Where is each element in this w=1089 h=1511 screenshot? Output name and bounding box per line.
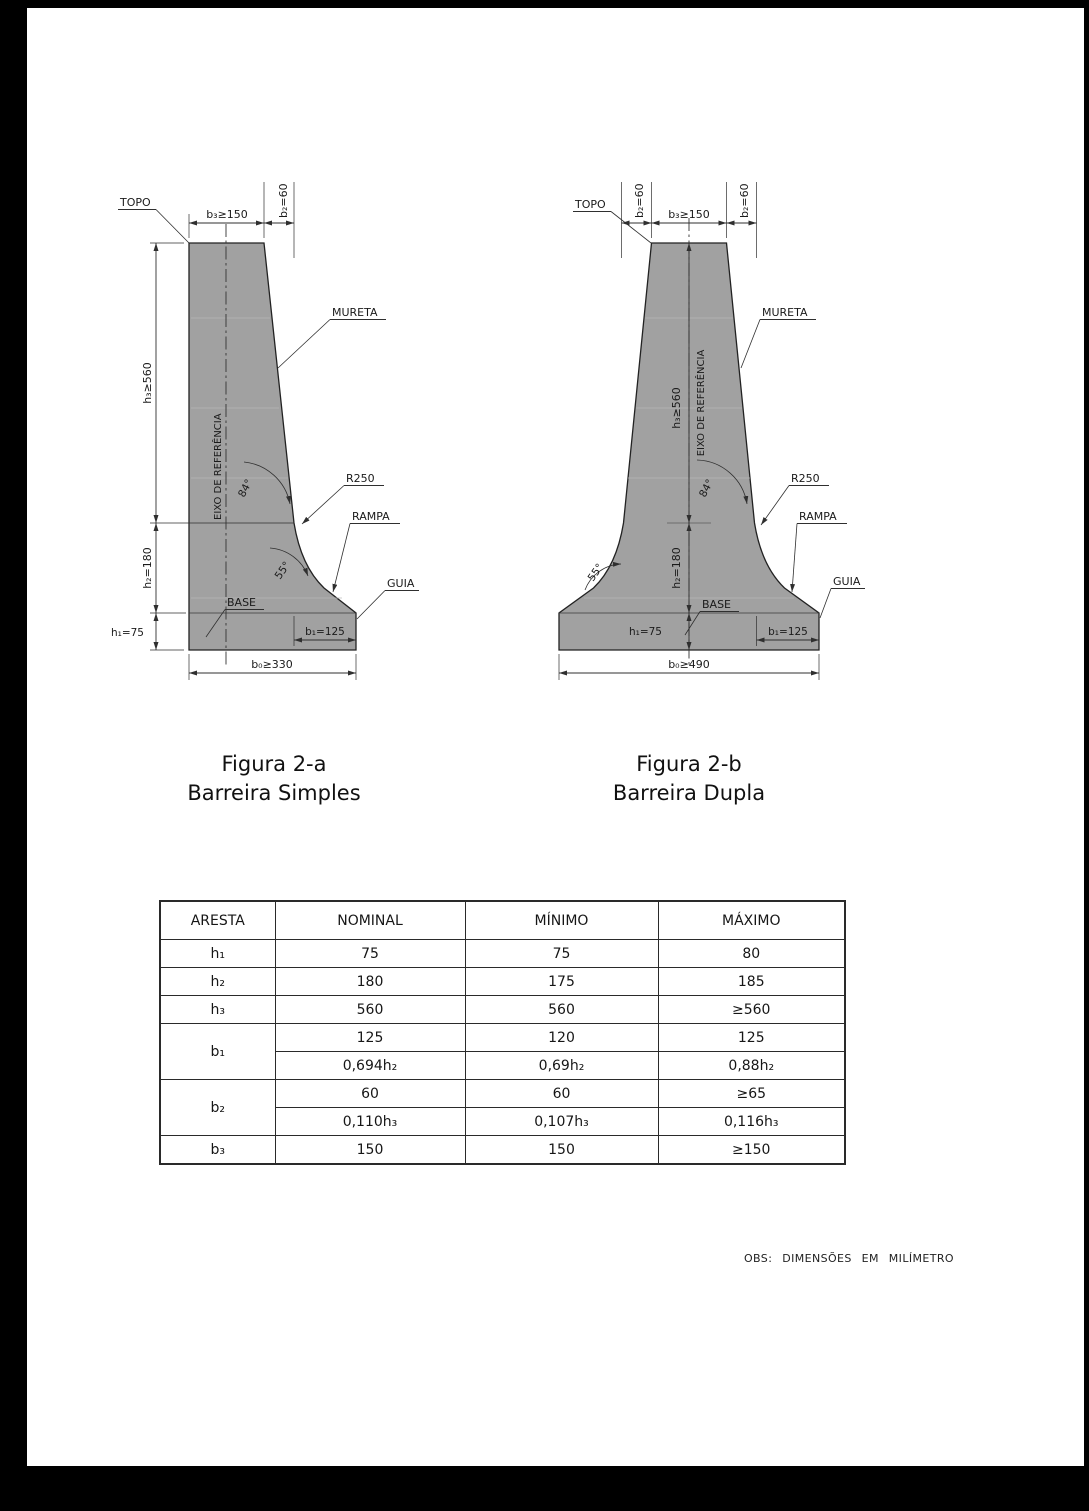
table-cell: 75 (465, 940, 658, 968)
dim-label-b3: b₃≥150 (668, 208, 710, 221)
dim-label-h3: h₃≥560 (670, 387, 683, 429)
dim-label-h2: h₂=180 (141, 547, 154, 589)
table-row (160, 1080, 845, 1108)
angle-84-text: 84° (697, 477, 717, 500)
r250-text: R250 (346, 472, 375, 485)
dimension-table-container (159, 900, 846, 1165)
table-cell: 60 (275, 1080, 465, 1108)
table-header-row (160, 901, 845, 940)
row-label: h₂ (160, 968, 275, 996)
dim-label-b0: b₀≥490 (668, 658, 710, 671)
dim-label-h1: h₁=75 (628, 626, 662, 638)
table-row (160, 996, 845, 1024)
angle-84-text: 84° (236, 477, 256, 500)
row-label: h₁ (160, 940, 275, 968)
table-row (160, 1136, 845, 1165)
figure-2b-drawing (499, 168, 879, 728)
label-guia (357, 577, 419, 619)
guia-text: GUIA (387, 577, 415, 590)
table-cell: 0,88h₂ (658, 1052, 845, 1080)
table-cell: 0,116h₃ (658, 1108, 845, 1136)
table-cell: ≥65 (658, 1080, 845, 1108)
row-label: b₂ (160, 1080, 275, 1136)
table-cell: 0,107h₃ (465, 1108, 658, 1136)
figure-2b-caption (534, 750, 844, 808)
table-cell: 75 (275, 940, 465, 968)
figure-2b-caption-line1: Figura 2-b (636, 752, 742, 776)
row-label: b₃ (160, 1136, 275, 1165)
dim-label-b0: b₀≥330 (251, 658, 293, 671)
table-cell: ≥560 (658, 996, 845, 1024)
axis-label: EIXO DE REFERÊNCIA (213, 413, 224, 520)
rampa-text: RAMPA (352, 510, 390, 523)
header-aresta: ARESTA (160, 901, 275, 940)
header-minimo: MÍNIMO (465, 901, 658, 940)
table-row (160, 1024, 845, 1052)
label-guia (820, 575, 865, 618)
dim-label-b2: b₂=60 (277, 183, 290, 218)
table-row (160, 968, 845, 996)
dim-label-b1: b₁=125 (768, 626, 808, 638)
figure-2b-caption-line2: Barreira Dupla (612, 781, 766, 805)
row-label: b₁ (160, 1024, 275, 1080)
table-cell: 180 (275, 968, 465, 996)
dim-label-h3: h₃≥560 (141, 362, 154, 404)
label-mureta (741, 306, 816, 368)
table-cell: 0,69h₂ (465, 1052, 658, 1080)
dim-label-b1: b₁=125 (305, 626, 345, 638)
page-content (27, 8, 1084, 1466)
units-note: OBS: DIMENSÕES EM MILÍMETRO (744, 1252, 954, 1265)
figure-2a-caption-line2: Barreira Simples (187, 781, 361, 805)
table-row (160, 940, 845, 968)
table-cell: 0,694h₂ (275, 1052, 465, 1080)
base-text: BASE (702, 598, 732, 611)
figure-2a-drawing (94, 168, 474, 728)
dim-label-h2: h₂=180 (670, 547, 683, 589)
angle-55-text: 55° (585, 561, 607, 584)
axis-label: EIXO DE REFERÊNCIA (696, 349, 707, 457)
table-cell: 0,110h₃ (275, 1108, 465, 1136)
mureta-text: MURETA (332, 306, 378, 319)
table-cell: 80 (658, 940, 845, 968)
table-cell: 125 (275, 1024, 465, 1052)
header-maximo: MÁXIMO (658, 901, 845, 940)
table-cell: 120 (465, 1024, 658, 1052)
r250-text: R250 (791, 472, 820, 485)
table-cell: 560 (275, 996, 465, 1024)
label-topo (118, 196, 189, 243)
angle-55-text: 55° (272, 559, 294, 582)
figure-2a-caption-line1: Figura 2-a (221, 752, 327, 776)
table-cell: 60 (465, 1080, 658, 1108)
table-cell: 560 (465, 996, 658, 1024)
table-cell: 185 (658, 968, 845, 996)
dim-label-b3: b₃≥150 (206, 208, 248, 221)
dim-label-b2-left: b₂=60 (633, 183, 646, 218)
label-mureta (278, 306, 386, 368)
mureta-text: MURETA (762, 306, 808, 319)
guia-text: GUIA (833, 575, 861, 588)
base-text: BASE (227, 596, 257, 609)
rampa-text: RAMPA (799, 510, 837, 523)
dimension-table (159, 900, 846, 1165)
topo-text: TOPO (575, 198, 606, 211)
table-cell: 175 (465, 968, 658, 996)
figure-2a-caption (119, 750, 429, 808)
table-cell: 150 (275, 1136, 465, 1165)
dim-label-h1: h₁=75 (110, 627, 144, 639)
table-cell: 125 (658, 1024, 845, 1052)
table-cell: 150 (465, 1136, 658, 1165)
dim-label-b2-right: b₂=60 (738, 183, 751, 218)
topo-text: TOPO (120, 196, 151, 209)
row-label: h₃ (160, 996, 275, 1024)
header-nominal: NOMINAL (275, 901, 465, 940)
table-cell: ≥150 (658, 1136, 845, 1165)
